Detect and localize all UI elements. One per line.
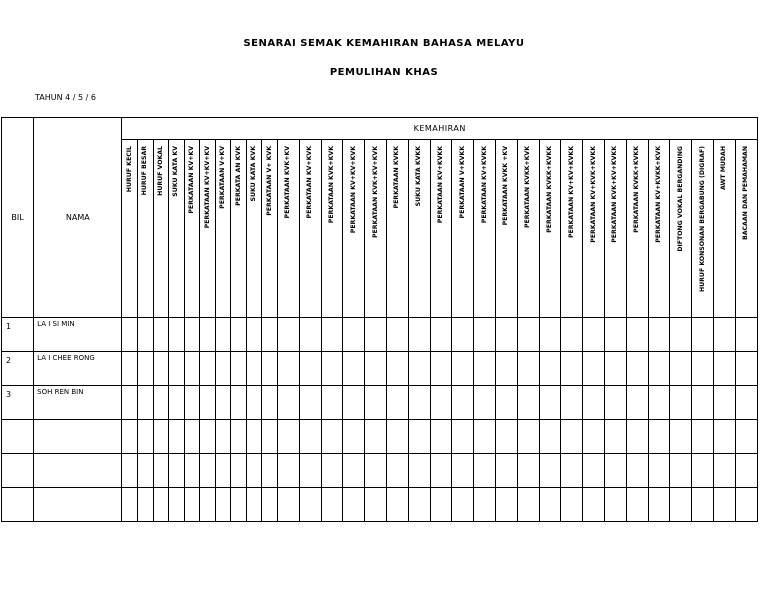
check-cell[interactable] bbox=[184, 420, 200, 454]
check-cell[interactable] bbox=[408, 420, 430, 454]
check-cell[interactable] bbox=[648, 488, 670, 522]
skill-label: PERKATAAN KVKK+KVK bbox=[524, 146, 532, 229]
check-cell[interactable] bbox=[246, 352, 262, 386]
check-cell[interactable] bbox=[200, 318, 216, 352]
check-cell[interactable] bbox=[430, 488, 452, 522]
check-cell[interactable] bbox=[200, 386, 216, 420]
check-cell[interactable] bbox=[517, 318, 539, 352]
check-cell[interactable] bbox=[626, 488, 648, 522]
check-cell[interactable] bbox=[200, 454, 216, 488]
header-nama: NAMA bbox=[34, 118, 122, 318]
tahun-label: TAHUN 4 / 5 / 6 bbox=[35, 93, 96, 102]
skill-label: PERKATAAN KVKK bbox=[393, 146, 401, 209]
check-cell[interactable] bbox=[452, 352, 474, 386]
check-cell[interactable] bbox=[539, 318, 561, 352]
row-bil bbox=[2, 454, 34, 488]
check-cell[interactable] bbox=[604, 318, 626, 352]
row-nama bbox=[34, 420, 122, 454]
check-cell[interactable] bbox=[713, 488, 735, 522]
check-cell[interactable] bbox=[648, 420, 670, 454]
check-cell[interactable] bbox=[122, 488, 138, 522]
check-cell[interactable] bbox=[137, 420, 153, 454]
check-cell[interactable] bbox=[184, 386, 200, 420]
skill-label: PERKATAAN KVKK +KV bbox=[502, 146, 510, 226]
skill-header-cell bbox=[343, 140, 365, 318]
check-cell[interactable] bbox=[122, 352, 138, 386]
check-cell[interactable] bbox=[387, 352, 409, 386]
check-cell[interactable] bbox=[604, 352, 626, 386]
skill-header-cell bbox=[604, 140, 626, 318]
skill-header-cell bbox=[387, 140, 409, 318]
check-cell[interactable] bbox=[517, 420, 539, 454]
skill-header-cell bbox=[278, 140, 300, 318]
document-title: SENARAI SEMAK KEMAHIRAN BAHASA MELAYU bbox=[243, 38, 525, 49]
skill-label: AWT MUDAH bbox=[720, 146, 728, 190]
check-cell[interactable] bbox=[670, 420, 692, 454]
check-cell[interactable] bbox=[278, 420, 300, 454]
skill-header-cell bbox=[122, 140, 138, 318]
check-cell[interactable] bbox=[365, 318, 387, 352]
check-cell[interactable] bbox=[321, 420, 343, 454]
check-cell[interactable] bbox=[137, 386, 153, 420]
check-cell[interactable] bbox=[430, 386, 452, 420]
check-cell[interactable] bbox=[496, 488, 518, 522]
check-cell[interactable] bbox=[474, 318, 496, 352]
skill-label: PERKATAAN KV+KVKK bbox=[480, 146, 488, 224]
check-cell[interactable] bbox=[713, 386, 735, 420]
skill-label: PERKATA AN KVK bbox=[234, 146, 242, 206]
check-cell[interactable] bbox=[408, 454, 430, 488]
check-cell[interactable] bbox=[169, 454, 185, 488]
check-cell[interactable] bbox=[278, 488, 300, 522]
check-cell[interactable] bbox=[122, 454, 138, 488]
check-cell[interactable] bbox=[713, 454, 735, 488]
skill-label: PERKATAAN KVK+KV bbox=[284, 146, 292, 219]
check-cell[interactable] bbox=[387, 454, 409, 488]
check-cell[interactable] bbox=[430, 454, 452, 488]
skill-header-cell bbox=[474, 140, 496, 318]
check-cell[interactable] bbox=[278, 454, 300, 488]
row-nama: LA I CHEE RONG bbox=[34, 352, 122, 386]
skill-label: PERKATAAN V+KVKK bbox=[458, 146, 466, 219]
check-cell[interactable] bbox=[246, 386, 262, 420]
skill-label: PERKATAAN KV+KVK bbox=[306, 146, 314, 219]
skill-header-cell bbox=[670, 140, 692, 318]
check-cell[interactable] bbox=[321, 352, 343, 386]
check-cell[interactable] bbox=[153, 420, 169, 454]
row-nama: SOH REN BIN bbox=[34, 386, 122, 420]
skill-header-cell bbox=[539, 140, 561, 318]
check-cell[interactable] bbox=[365, 386, 387, 420]
check-cell[interactable] bbox=[343, 454, 365, 488]
check-cell[interactable] bbox=[692, 386, 714, 420]
skill-header-cell bbox=[713, 140, 735, 318]
check-cell[interactable] bbox=[343, 352, 365, 386]
check-cell[interactable] bbox=[215, 454, 231, 488]
skill-header-cell bbox=[200, 140, 216, 318]
check-cell[interactable] bbox=[184, 318, 200, 352]
skill-label: SUKU KATA KVK bbox=[250, 146, 258, 202]
skill-label: SUKU KATA KVKK bbox=[415, 146, 423, 207]
check-cell[interactable] bbox=[561, 454, 583, 488]
check-cell[interactable] bbox=[626, 454, 648, 488]
skill-label: HURUF KONSONAN BERGABUNG (DIGRAF) bbox=[698, 146, 706, 293]
check-cell[interactable] bbox=[713, 352, 735, 386]
check-cell[interactable] bbox=[692, 318, 714, 352]
check-cell[interactable] bbox=[343, 386, 365, 420]
check-cell[interactable] bbox=[626, 386, 648, 420]
check-cell[interactable] bbox=[430, 420, 452, 454]
skill-header-cell bbox=[626, 140, 648, 318]
check-cell[interactable] bbox=[604, 488, 626, 522]
check-cell[interactable] bbox=[153, 352, 169, 386]
check-cell[interactable] bbox=[517, 386, 539, 420]
check-cell[interactable] bbox=[231, 386, 247, 420]
check-cell[interactable] bbox=[561, 420, 583, 454]
check-cell[interactable] bbox=[539, 420, 561, 454]
check-cell[interactable] bbox=[452, 488, 474, 522]
table-row bbox=[2, 352, 758, 386]
check-cell[interactable] bbox=[231, 454, 247, 488]
check-cell[interactable] bbox=[299, 488, 321, 522]
check-cell[interactable] bbox=[184, 488, 200, 522]
check-cell[interactable] bbox=[561, 318, 583, 352]
row-nama: LA I SI MIN bbox=[34, 318, 122, 352]
check-cell[interactable] bbox=[299, 352, 321, 386]
row-bil bbox=[2, 488, 34, 522]
row-bil bbox=[2, 420, 34, 454]
check-cell[interactable] bbox=[648, 318, 670, 352]
skill-header-cell bbox=[299, 140, 321, 318]
check-cell[interactable] bbox=[122, 318, 138, 352]
skill-header-cell bbox=[408, 140, 430, 318]
check-cell[interactable] bbox=[387, 488, 409, 522]
check-cell[interactable] bbox=[648, 386, 670, 420]
check-cell[interactable] bbox=[496, 318, 518, 352]
skill-label: BACAAN DAN PEMAHAMAN bbox=[742, 146, 750, 241]
check-cell[interactable] bbox=[583, 488, 605, 522]
checklist-table bbox=[1, 117, 758, 522]
check-cell[interactable] bbox=[365, 420, 387, 454]
check-cell[interactable] bbox=[215, 318, 231, 352]
check-cell[interactable] bbox=[539, 488, 561, 522]
check-cell[interactable] bbox=[246, 318, 262, 352]
check-cell[interactable] bbox=[692, 488, 714, 522]
check-cell[interactable] bbox=[153, 454, 169, 488]
skill-label: PERKATAAN KVK+KVK bbox=[327, 146, 335, 224]
skill-header-cell bbox=[452, 140, 474, 318]
skill-label: PERKATAAN KV+KVKK bbox=[436, 146, 444, 224]
check-cell[interactable] bbox=[169, 488, 185, 522]
check-cell[interactable] bbox=[215, 488, 231, 522]
check-cell[interactable] bbox=[321, 454, 343, 488]
check-cell[interactable] bbox=[430, 352, 452, 386]
table-row bbox=[2, 386, 758, 420]
check-cell[interactable] bbox=[122, 386, 138, 420]
check-cell[interactable] bbox=[452, 420, 474, 454]
check-cell[interactable] bbox=[200, 420, 216, 454]
check-cell[interactable] bbox=[365, 352, 387, 386]
check-cell[interactable] bbox=[321, 386, 343, 420]
skill-label: PERKATAAN V+ KVK bbox=[265, 146, 273, 216]
skill-header-cell bbox=[583, 140, 605, 318]
skill-header-cell bbox=[184, 140, 200, 318]
header-bil: BIL bbox=[2, 118, 34, 318]
skill-label: HURUF KECIL bbox=[125, 146, 133, 193]
check-cell[interactable] bbox=[262, 386, 278, 420]
check-cell[interactable] bbox=[137, 352, 153, 386]
check-cell[interactable] bbox=[670, 454, 692, 488]
check-cell[interactable] bbox=[169, 420, 185, 454]
skill-header-cell bbox=[561, 140, 583, 318]
check-cell[interactable] bbox=[184, 454, 200, 488]
skill-label: PERKATAAN KVKK+KVKK bbox=[633, 146, 641, 233]
check-cell[interactable] bbox=[262, 420, 278, 454]
check-cell[interactable] bbox=[365, 454, 387, 488]
check-cell[interactable] bbox=[137, 318, 153, 352]
check-cell[interactable] bbox=[122, 420, 138, 454]
check-cell[interactable] bbox=[262, 352, 278, 386]
check-cell[interactable] bbox=[735, 386, 757, 420]
check-cell[interactable] bbox=[153, 318, 169, 352]
check-cell[interactable] bbox=[583, 454, 605, 488]
check-cell[interactable] bbox=[246, 420, 262, 454]
check-cell[interactable] bbox=[496, 386, 518, 420]
check-cell[interactable] bbox=[583, 420, 605, 454]
check-cell[interactable] bbox=[278, 318, 300, 352]
check-cell[interactable] bbox=[561, 386, 583, 420]
check-cell[interactable] bbox=[387, 318, 409, 352]
check-cell[interactable] bbox=[604, 420, 626, 454]
check-cell[interactable] bbox=[408, 352, 430, 386]
check-cell[interactable] bbox=[474, 352, 496, 386]
check-cell[interactable] bbox=[735, 420, 757, 454]
check-cell[interactable] bbox=[343, 420, 365, 454]
check-cell[interactable] bbox=[231, 352, 247, 386]
skill-header-cell bbox=[321, 140, 343, 318]
skill-header-cell bbox=[137, 140, 153, 318]
check-cell[interactable] bbox=[430, 318, 452, 352]
skill-label: PERKATAAN KVK+KV+KVKK bbox=[611, 146, 619, 243]
table-row bbox=[2, 318, 758, 352]
check-cell[interactable] bbox=[713, 420, 735, 454]
check-cell[interactable] bbox=[583, 352, 605, 386]
check-cell[interactable] bbox=[692, 454, 714, 488]
skill-label: HURUF VOKAL bbox=[156, 146, 164, 196]
check-cell[interactable] bbox=[735, 318, 757, 352]
check-cell[interactable] bbox=[692, 352, 714, 386]
check-cell[interactable] bbox=[137, 454, 153, 488]
row-bil: 3 bbox=[2, 386, 34, 420]
check-cell[interactable] bbox=[215, 420, 231, 454]
table-row bbox=[2, 488, 758, 522]
check-cell[interactable] bbox=[231, 488, 247, 522]
check-cell[interactable] bbox=[299, 420, 321, 454]
check-cell[interactable] bbox=[153, 386, 169, 420]
check-cell[interactable] bbox=[246, 454, 262, 488]
check-cell[interactable] bbox=[343, 488, 365, 522]
skill-label: PERKATAAN KV+KVK+KVKK bbox=[589, 146, 597, 243]
skill-header-cell bbox=[496, 140, 518, 318]
check-cell[interactable] bbox=[262, 454, 278, 488]
skill-header-cell bbox=[735, 140, 757, 318]
table-row bbox=[2, 420, 758, 454]
check-cell[interactable] bbox=[474, 420, 496, 454]
check-cell[interactable] bbox=[735, 488, 757, 522]
check-cell[interactable] bbox=[604, 386, 626, 420]
check-cell[interactable] bbox=[408, 488, 430, 522]
check-cell[interactable] bbox=[299, 386, 321, 420]
check-cell[interactable] bbox=[474, 454, 496, 488]
check-cell[interactable] bbox=[231, 420, 247, 454]
check-cell[interactable] bbox=[626, 352, 648, 386]
skill-header-cell bbox=[430, 140, 452, 318]
skill-label: DIFTONG VOKAL BERGANDING bbox=[676, 146, 684, 252]
skill-label: PERKATAAN KV+KV bbox=[187, 146, 195, 214]
check-cell[interactable] bbox=[670, 386, 692, 420]
check-cell[interactable] bbox=[648, 454, 670, 488]
skill-header-cell bbox=[153, 140, 169, 318]
skill-label: SUKU KATA KV bbox=[172, 146, 180, 197]
check-cell[interactable] bbox=[474, 488, 496, 522]
check-cell[interactable] bbox=[246, 488, 262, 522]
row-bil: 1 bbox=[2, 318, 34, 352]
row-nama bbox=[34, 454, 122, 488]
check-cell[interactable] bbox=[215, 352, 231, 386]
skill-header-cell bbox=[169, 140, 185, 318]
skill-header-cell bbox=[262, 140, 278, 318]
check-cell[interactable] bbox=[604, 454, 626, 488]
check-cell[interactable] bbox=[452, 318, 474, 352]
check-cell[interactable] bbox=[474, 386, 496, 420]
check-cell[interactable] bbox=[299, 454, 321, 488]
check-cell[interactable] bbox=[278, 352, 300, 386]
check-cell[interactable] bbox=[387, 420, 409, 454]
check-cell[interactable] bbox=[262, 488, 278, 522]
skill-header-cell bbox=[517, 140, 539, 318]
check-cell[interactable] bbox=[583, 318, 605, 352]
skill-label: PERKATAAN KVKK+KVKK bbox=[545, 146, 553, 233]
check-cell[interactable] bbox=[517, 352, 539, 386]
check-cell[interactable] bbox=[539, 352, 561, 386]
check-cell[interactable] bbox=[670, 488, 692, 522]
check-cell[interactable] bbox=[452, 454, 474, 488]
skill-header-cell bbox=[692, 140, 714, 318]
check-cell[interactable] bbox=[299, 318, 321, 352]
skill-label: PERKATAAN KV+KV+KVK bbox=[349, 146, 357, 234]
skill-header-cell bbox=[231, 140, 247, 318]
check-cell[interactable] bbox=[169, 352, 185, 386]
check-cell[interactable] bbox=[153, 488, 169, 522]
skill-label: PERKATAAN KV+KVKK+KVK bbox=[654, 146, 662, 243]
skill-label: PERKATAAN KV+KV+KV bbox=[203, 146, 211, 229]
check-cell[interactable] bbox=[539, 454, 561, 488]
check-cell[interactable] bbox=[517, 454, 539, 488]
check-cell[interactable] bbox=[169, 386, 185, 420]
check-cell[interactable] bbox=[387, 386, 409, 420]
check-cell[interactable] bbox=[452, 386, 474, 420]
skill-header-cell bbox=[365, 140, 387, 318]
row-bil: 2 bbox=[2, 352, 34, 386]
skill-header-cell bbox=[215, 140, 231, 318]
check-cell[interactable] bbox=[321, 318, 343, 352]
check-cell[interactable] bbox=[735, 352, 757, 386]
row-nama bbox=[34, 488, 122, 522]
skill-header-cell bbox=[246, 140, 262, 318]
skill-label: PERKATAAN KVK+KV+KVK bbox=[371, 146, 379, 238]
check-cell[interactable] bbox=[648, 352, 670, 386]
check-cell[interactable] bbox=[561, 488, 583, 522]
check-cell[interactable] bbox=[692, 420, 714, 454]
check-cell[interactable] bbox=[137, 488, 153, 522]
check-cell[interactable] bbox=[517, 488, 539, 522]
check-cell[interactable] bbox=[278, 386, 300, 420]
skill-header-cell bbox=[648, 140, 670, 318]
check-cell[interactable] bbox=[670, 352, 692, 386]
header-kemahiran: KEMAHIRAN bbox=[122, 118, 758, 140]
check-cell[interactable] bbox=[215, 386, 231, 420]
check-cell[interactable] bbox=[408, 386, 430, 420]
check-cell[interactable] bbox=[735, 454, 757, 488]
check-cell[interactable] bbox=[169, 318, 185, 352]
skill-label: HURUF BESAR bbox=[141, 146, 149, 196]
check-cell[interactable] bbox=[200, 352, 216, 386]
check-cell[interactable] bbox=[343, 318, 365, 352]
check-cell[interactable] bbox=[539, 386, 561, 420]
document-subtitle: PEMULIHAN KHAS bbox=[329, 67, 439, 78]
check-cell[interactable] bbox=[626, 318, 648, 352]
check-cell[interactable] bbox=[365, 488, 387, 522]
skill-label: PERKATAAN V+KV bbox=[218, 146, 226, 209]
check-cell[interactable] bbox=[496, 454, 518, 488]
check-cell[interactable] bbox=[231, 318, 247, 352]
check-cell[interactable] bbox=[200, 488, 216, 522]
skill-label: PERKATAAN KV+KV+KVKK bbox=[567, 146, 575, 238]
table-row bbox=[2, 454, 758, 488]
check-cell[interactable] bbox=[184, 352, 200, 386]
check-cell[interactable] bbox=[670, 318, 692, 352]
check-cell[interactable] bbox=[321, 488, 343, 522]
check-cell[interactable] bbox=[583, 386, 605, 420]
check-cell[interactable] bbox=[496, 420, 518, 454]
check-cell[interactable] bbox=[713, 318, 735, 352]
check-cell[interactable] bbox=[408, 318, 430, 352]
check-cell[interactable] bbox=[626, 420, 648, 454]
check-cell[interactable] bbox=[561, 352, 583, 386]
check-cell[interactable] bbox=[262, 318, 278, 352]
check-cell[interactable] bbox=[496, 352, 518, 386]
